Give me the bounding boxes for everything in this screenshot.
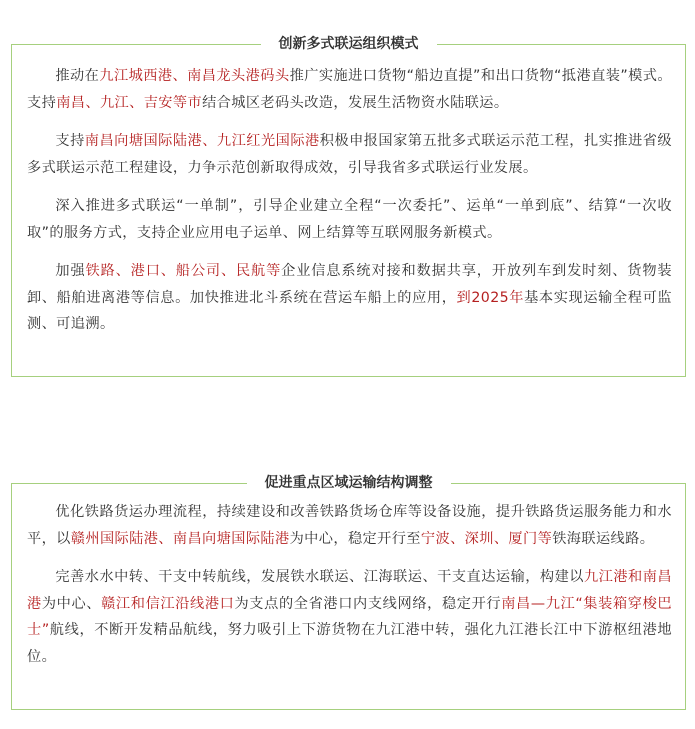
section-title: 创新多式联运组织模式	[261, 35, 437, 53]
body-text: 基本实现运输全程可监测、可追溯。	[27, 289, 672, 332]
highlight-text: 赣州国际陆港、南昌向塘国际陆港	[70, 530, 290, 547]
highlight-text: 九江港和南昌港	[27, 569, 673, 612]
body-text: 铁海联运线路。	[552, 530, 655, 547]
paragraph	[27, 128, 672, 181]
body-text: 为支点的全省港口内支线网络，稳定开行	[234, 595, 502, 612]
body-text: 推广实施进口货物“船边直提”和出口货物“抵港直装”模式。支持	[27, 68, 673, 111]
body-text: 优化铁路货运办理流程，持续建设和改善铁路货场仓库等设备设施，提升铁路货运服务能力和水平，以	[27, 504, 672, 547]
highlight-text: 赣江和信江沿线港口	[101, 595, 235, 612]
highlight-text: 南昌—九江“集装箱穿梭巴士”	[27, 595, 672, 638]
body-text: 积极申报国家第五批多式联运示范工程，扎实推进省级多式联运示范工程建设，力争示范创新取得成效，引导我省多式联运行业发展。	[27, 133, 672, 176]
body-text: 为中心，稳定开行至	[289, 530, 421, 547]
paragraph	[27, 564, 672, 670]
body-text: 为中心、	[41, 595, 102, 612]
body-text: 加强	[55, 263, 86, 279]
section-title: 促进重点区域运输结构调整	[247, 474, 451, 492]
highlight-text: 铁路、港口、船公司、民航等	[85, 263, 282, 279]
body-text: 企业信息系统对接和数据共享，开放列车到发时刻、货物装卸、船舶进离港等信息。加快推进北斗系统在营运车船上的应用，	[27, 263, 672, 306]
highlight-text: 南昌、九江、吉安等市	[56, 94, 203, 111]
paragraph	[27, 499, 672, 552]
body-text: 支持	[55, 133, 85, 149]
body-text: 深入推进多式联运“一单制”，引导企业建立全程“一次委托”、运单“一单到底”、结算“一次收取”的服务方式，支持企业应用电子运单、网上结算等互联网服务新模式。	[27, 198, 672, 241]
body-text: 航线，不断开发精品航线，努力吸引上下游货物在九江港中转，强化九江港长江中下游枢纽港地位。	[27, 622, 672, 665]
section-box-multimodal	[11, 36, 686, 377]
section-box-regional	[11, 475, 686, 710]
highlight-text: 九江城西港、南昌龙头港码头	[99, 68, 290, 84]
body-text: 推动在	[55, 68, 100, 84]
highlight-text: 到2025年	[456, 289, 525, 306]
highlight-text: 宁波、深圳、厦门等	[420, 530, 553, 547]
paragraph	[27, 193, 672, 246]
paragraph	[27, 258, 672, 338]
paragraph	[27, 63, 672, 116]
section-content	[12, 484, 685, 670]
highlight-text: 南昌向塘国际陆港、九江红光国际港	[84, 133, 320, 149]
section-content	[12, 45, 685, 338]
body-text: 结合城区老码头改造，发展生活物资水陆联运。	[202, 94, 509, 111]
body-text: 完善水水中转、干支中转航线，发展铁水联运、江海联运、干支直达运输，构建以	[55, 569, 584, 585]
